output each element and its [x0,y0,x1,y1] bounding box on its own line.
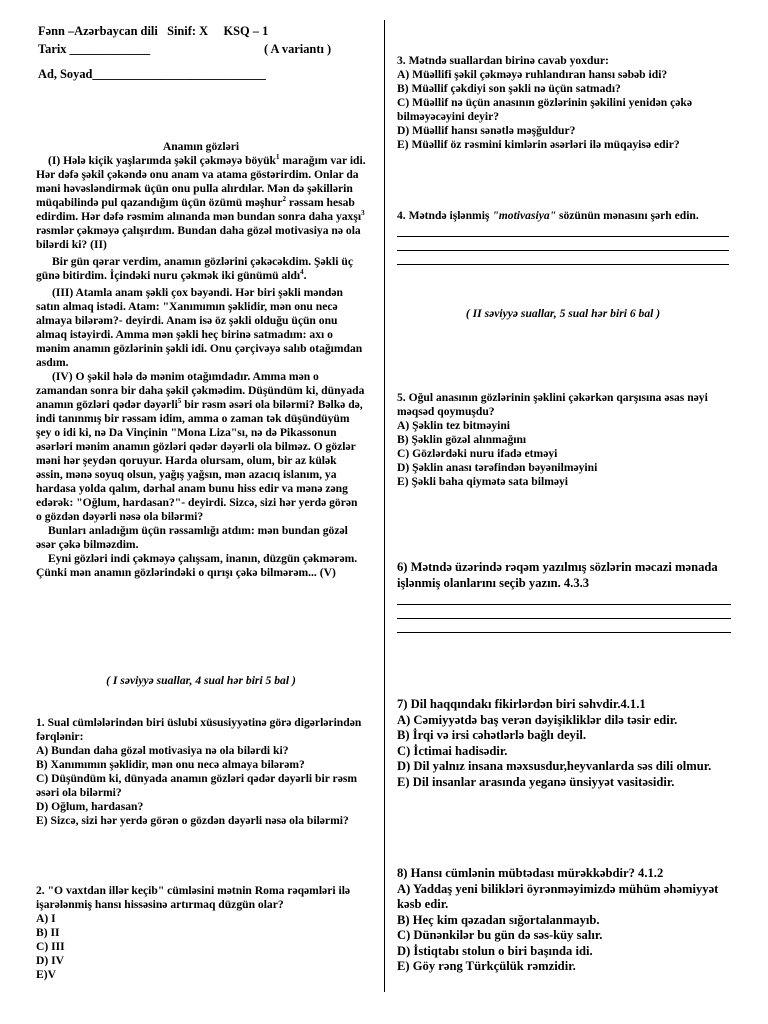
q7-option-b[interactable]: B) İrqi və irsi cəhətlərlə bağlı deyil. [397,728,586,742]
question-6 [397,560,731,633]
q7-option-a[interactable]: A) Cəmiyyətdə baş verən dəyişikliklər dilə təsir edir. [397,712,678,727]
q3-option-a[interactable]: A) Müəllifi şəkil çəkməyə ruhlandıran hansı səbəb idi? [397,68,668,81]
q3-option-c[interactable]: C) Müəllif nə üçün anasının gözlərinin şəkilini yenidən çəkə bilməyəcəyini deyir? [397,96,693,123]
q2-option-e[interactable]: E)V [36,968,56,981]
q6-answer-line-1[interactable] [397,593,731,605]
q4-part-a: 4. Mətndə işlənmiş [397,209,493,222]
name-line: Ad, Soyad____________________________ [38,67,266,81]
p4-part-b: bir rəsm əsəri ola bilərmi? Bəlkə də, indi tanınmış bir rəssam idim, amma o zaman tək düşündüyüm şey o idi ki, nə Da Vinçinin "Mona Liza"sı, nə də Pikassonun əsərləri mənim anamın gözləri qədər dəyərli ola bilməz. O gözlər məni hər şeydən qoruyur. Harda olursam, olum, bir az külək əssin, mənə soyuq olsun, yağış yağsın, mən azacıq islanım, ya hardasa yolda qalım, dərhal anam bunu hiss edir va mənə zəng edərək: "Oğlum, hardasan?"- deyirdi. Sizcə, sizi hər yerdə görən o gözdən dəyərli nəsə ola bilərmi? [36,398,363,523]
q8-option-a[interactable]: A) Yaddaş yeni bilikləri öyrənməyimizdə mühüm əhəmiyyət kəsb edir. [397,881,719,911]
q5-option-a[interactable]: A) Şəklin tez bitməyini [397,419,511,432]
worksheet-header [38,22,378,83]
q2-option-a[interactable]: A) I [36,912,56,925]
q6-answer-line-2[interactable] [397,607,731,619]
q3-option-e[interactable]: E) Müəllif öz rəsmini kimlərin əsərləri ilə müqayisə edir? [397,138,680,151]
q1-option-c[interactable]: C) Düşündüm ki, dünyada anamın gözləri qədər dəyərli bir rəsm əsəri ola bilərmi? [36,772,358,799]
q7-text: 7) Dil haqqındakı fikirlərdən biri səhvdir.4.1.1 [397,697,646,711]
footnote-1: 1 [276,153,280,162]
q5-text: 5. Oğul anasının gözlərinin şəklini çəkərkən qarşısına əsas nəyi məqsəd qoymuşdu? [397,391,708,418]
q6-text: 6) Mətndə üzərində rəqəm yazılmış sözlərin məcazi mənada işlənmiş olanlarını seçib yazın. 4.3.3 [397,560,718,590]
q7-option-d[interactable]: D) Dil yalnız insana məxsusdur,heyvanlarda səs dili olmur. [397,759,712,773]
subject-line: Fənn –Azərbaycan dili Sinif: X KSQ – 1 [38,24,269,38]
q4-answer-line-2[interactable] [397,239,729,251]
paragraph-4 [36,370,366,524]
paragraph-6: Eyni gözləri indi çəkməyə çalışsam, inanın, düzgün çəkmərəm. Çünki mən anamın gözlərindəki o qırışı çəkə bilmərəm... (V) [36,552,358,579]
q4-answer-line-3[interactable] [397,253,729,265]
q6-answer-line-3[interactable] [397,621,731,633]
date-label: Tarix _____________ [38,42,151,56]
question-8 [397,866,733,975]
paragraph-1 [36,154,366,252]
column-divider [384,20,385,992]
q3-option-d[interactable]: D) Müəllif hansı sənətlə məşğuldur? [397,124,576,137]
q8-text: 8) Hansı cümlənin mübtədası mürəkkəbdir? 4.1.2 [397,866,664,880]
q2-option-c[interactable]: C) III [36,940,65,953]
q5-option-b[interactable]: B) Şəklin gözəl alınmağını [397,433,527,446]
q8-option-d[interactable]: D) İstiqtabı stolun o biri başında idi. [397,943,593,958]
q1-option-d[interactable]: D) Oğlum, hardasan? [36,800,144,813]
footnote-5: 5 [177,397,182,406]
q4-text [397,209,729,223]
q5-option-c[interactable]: C) Gözlərdəki nuru ifadə etməyi [397,447,558,460]
q7-option-e[interactable]: E) Dil insanlar arasında yeganə ünsiyyət vasitəsidir. [397,774,675,789]
passage-title: Anamın gözləri [162,140,240,153]
q2-text: 2. "O vaxtdan illər keçib" cümləsini mətnin Roma rəqəmləri ilə işarələnmiş hansı hissəsinə artırmaq düzgün olar? [36,884,351,911]
q8-option-b[interactable]: B) Heç kim qəzadan sığortalanmayıb. [397,912,600,927]
q2-option-d[interactable]: D) IV [36,954,65,967]
q4-term: "motivasiya" [492,209,557,222]
p2-part-b: . [303,269,307,282]
paragraph-5: Bunları anladığım üçün rəssamlığı atdım: mən bundan gözəl əsər çəkə bilməzdim. [36,524,348,551]
q1-option-e[interactable]: E) Sizcə, sizi hər yerdə görən o gözdən dəyərli nəsə ola bilərmi? [36,814,349,827]
question-1 [36,716,370,828]
q8-option-e[interactable]: E) Göy rəng Türkçülük rəmzidir. [397,959,576,973]
question-2 [36,884,370,982]
q3-text: 3. Mətndə suallardan birinə cavab yoxdur: [397,54,609,67]
q4-answer-line-1[interactable] [397,225,729,237]
question-3 [397,54,733,152]
variant-label: ( A variantı ) [264,42,332,56]
footnote-4: 4 [300,268,304,277]
q1-option-b[interactable]: B) Xanımımın şəklidir, mən onu necə almaya bilərəm? [36,758,305,771]
question-4 [397,209,729,265]
p1-part-b: marağım var idi. Hər dəfə şəkil çəkəndə onu anam va atama göstərirdim. Onlar da məni həvəsləndirmək üçün onu pulla alırdılar. Mən də şəkillərin müqabilində pul qazandığım üçün özümü məşhur [36,154,366,209]
q4-part-b: sözünün mənasını şərh edin. [556,209,699,222]
p4-part-a: (IV) O şəkil hələ də mənim otağımdadır. Amma mən o zamandan sonra bir daha şəkil çəkmədim. Düşündüm ki, dünyada anamın gözləri qədər dəyərli [36,370,365,411]
p1-part-a: (I) Hələ kiçik yaşlarımda şəkil çəkməyə böyük [48,154,277,167]
paragraph-2 [36,255,366,283]
p2-part-a: Bir gün qərar verdim, anamın gözlərini çəkəcəkdim. Şəkli üç günə bitirdim. İçindəki nuru çəkmək iki günümü aldı [36,255,353,282]
q8-option-c[interactable]: C) Dünənkilər bu gün də səs-küy salır. [397,928,603,942]
q7-option-c[interactable]: C) İctimai hadisədir. [397,743,508,758]
level-1-heading: ( I səviyyə suallar, 4 sual hər biri 5 bal ) [106,674,296,687]
q5-option-d[interactable]: D) Şəklin anası tərəfindən bəyənilməyini [397,461,598,474]
p1-part-d: rəsmlər çəkməyə çalışırdım. Bundan daha gözəl motivasiya nə ola bilərdi ki? (II) [36,224,361,251]
paragraph-3: (III) Atamla anam şəkli çox bəyəndi. Hər biri şəkli məndən satın almaq istədi. Atam: "Xanımımın şəklidir, mən onu necə almaya bilərəm?- deyirdi. Anam isə öz şəkli olduğu üçün onu almaq istəyirdi. Amma mən şəkli heç birinə satmadım: axı o mənim anamın gözlərinin şəkli idi. Onu çərçivəyə salıb otağımdan asdım. [36,286,363,369]
q5-option-e[interactable]: E) Şəkli baha qiymətə sata bilməyi [397,475,569,488]
q2-option-b[interactable]: B) II [36,926,60,939]
passage [36,140,366,580]
level-2-heading: ( II səviyyə suallar, 5 sual hər biri 6 bal ) [465,307,661,320]
date-line [38,40,378,58]
question-7 [397,697,733,790]
q3-option-b[interactable]: B) Müəllif çəkdiyi son şəkli nə üçün satmadı? [397,82,621,95]
question-5 [397,391,733,489]
footnote-2: 2 [282,195,286,204]
q1-text: 1. Sual cümlələrindən biri üslubi xüsusiyyətinə görə digərlərindən fərqlənir: [36,716,362,743]
q1-option-a[interactable]: A) Bundan daha gözəl motivasiya nə ola bilərdi ki? [36,744,289,757]
p1-part-c: rəssam hesab edirdim. Hər dəfə rəsmim alınanda mən bundan sonra daha yaxşı [36,196,362,223]
footnote-3: 3 [361,209,365,218]
